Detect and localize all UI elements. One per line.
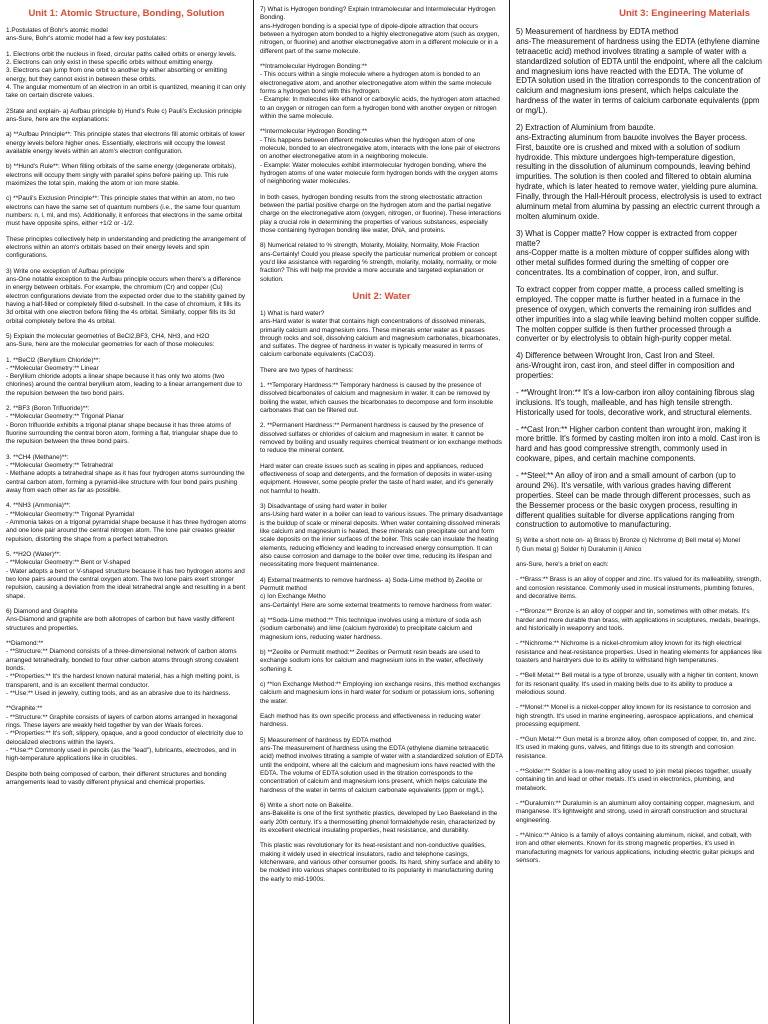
paragraph: - **Gun Metal:** Gun metal is a bronze alloy, often composed of copper, tin, and zinc. It's used in making guns, valves, and fittings due to its strength and corrosion resistance.: [516, 736, 757, 760]
unit-1-content: [6, 27, 247, 787]
paragraph: 5) Write a short note on- a) Brass b) Bronze c) Nichrome d) Bell metal e) Monel f) Gun metal g) Solder h) Duralumin i) Alnico: [516, 537, 740, 553]
paragraph: 1) What is hard water? ans-Hard water is water that contains high concentrations of dissolved minerals, primarily calcium and magnesium ions. These minerals enter water as it passes through rocks and soil, dissolving calcium and magnesium carbonates, bicarbonates, and sulfates. The degree of hardness in water is typically measured in terms of calcium carbonate equivalents (CaCO3).: [260, 309, 501, 359]
paragraph: - **Cast Iron:** Higher carbon content than wrought iron, making it more brittle. It's formed by casting molten iron into a mold. Cast iron is hard and has good compressive strength, commonly used in cookware, pipes, and certain machine components.: [516, 424, 761, 464]
paragraph: 1. Electrons orbit the nucleus in fixed, circular paths called orbits or energy levels. 2. Electrons can only exist in these specific orbits without emitting energy. 3. Electrons can jump from one orbit to another by either absorbing or emitting energy, but they cannot exist in between these orbits. 4. The angular momentum of an electron in an orbit is quantized, meaning it can only take on certain discrete values.: [6, 50, 246, 100]
paragraph: 8) Numerical related to % strength, Molarity, Molality, Normality, Mole Fraction ans-Certainly! Could you please specify the particular numerical problem or concept you'd like assistance with regarding % strength, molarity, molality, normality, or mole fraction? This will help me provide a more accurate and targeted explanation or solution.: [260, 242, 497, 283]
paragraph: - **Bell Metal:** Bell metal is a type of bronze, usually with a higher tin content, known for its resonant quality. It's used in making bells due to its ability to produce a melodious sound.: [516, 672, 759, 696]
paragraph: **Intermolecular Hydrogen Bonding:** - This happens between different molecules when the hydrogen atom of one molecule, bonded to an electronegative atom, interacts with the lone pair of electrons on another electronegative atom in a neighboring molecule. - Example: Water molecules exhibit intermolecular hydrogen bonding, where the hydrogen atoms of one water molecule form hydrogen bonds with the oxygen atoms of neighboring water molecules.: [260, 128, 501, 186]
paragraph: a) **Aufbau Principle**: This principle states that electrons fill atomic orbitals of lower energy levels before higher ones. Essentially, electrons will occupy the lowest available energy levels within an atom's electron configuration.: [6, 131, 245, 155]
column-unit-1: [0, 0, 254, 1024]
paragraph: - **Brass:** Brass is an alloy of copper and zinc. It's valued for its malleability, strength, and corrosion resistance. Commonly used in musical instruments, plumbing fixtures, and decorative items.: [516, 576, 762, 600]
hydrogen-bonding-content: [260, 6, 503, 284]
unit-2-content: [260, 310, 503, 884]
paragraph: 4) Difference between Wrought Iron, Cast Iron and Steel. ans-Wrought iron, cast iron, and steel differ in composition and properties:: [516, 351, 735, 380]
paragraph: a) **Soda-Lime method:** This technique involves using a mixture of soda ash (sodium carbonate) and lime (calcium hydroxide) to precipitate calcium and magnesium ions, reducing water hardness.: [260, 617, 482, 641]
paragraph: **Graphite:** - **Structure:** Graphite consists of layers of carbon atoms arranged in hexagonal rings. These layers are weakly held together by van der Waals forces. - **Properties:** It's soft, slippery, opaque, and a good conductor of electricity due to delocalized electrons within the layers. - **Use:** Commonly used in pencils (as the "lead"), lubricants, electrodes, and in high-temperature applications like in crucibles.: [6, 705, 243, 763]
paragraph: b) **Hund's Rule**: When filling orbitals of the same energy (degenerate orbitals), electrons will occupy them singly with parallel spins before pairing up. This rule maximizes the total spin, making the atom or ion more stable.: [6, 163, 236, 187]
paragraph: b) **Zeolite or Permutit method:** Zeolites or Permutit resin beads are used to exchange sodium ions for calcium and magnesium ions in the water, effectively softening it.: [260, 649, 484, 673]
paragraph: 3) Disadvantage of using hard water in boiler ans-Using hard water in a boiler can lead to various issues. The primary disadvantage is the buildup of scale or mineral deposits. When water containing dissolved minerals like calcium and magnesium is heated, these minerals can precipitate out and form scale deposits on the inner surfaces of the boiler. This scale can insulate the heating elements, reducing efficiency and leading to increased energy consumption. It can also cause corrosion and damage to the boiler over time, reducing its lifespan and necessitating more frequent maintenance.: [260, 503, 503, 569]
paragraph: ans-Sure, here's a brief on each:: [516, 560, 609, 568]
paragraph: - **Alnico:** Alnico is a family of alloys containing aluminum, nickel, and cobalt, with iron and other elements. Known for its strong magnetic properties, it's used in manufacturing magnets for various applications, including electric guitar pickups and sensors.: [516, 832, 755, 865]
paragraph: 2. **Permanent Hardness:** Permanent hardness is caused by the presence of dissolved sulfates or chlorides of calcium and magnesium in water. It cannot be removed by boiling and usually requires chemical treatment or ion exchange methods to reduce the mineral content.: [260, 422, 502, 455]
paragraph: 5) Measurement of hardness by EDTA method ans-The measurement of hardness using the EDTA (ethylene diamine tetraacetic acid) method involves titrating a sample of water with a standardized solution of EDTA until the endpoint, where all the calcium and magnesium ions have reacted with the EDTA. The volume of EDTA solution used in the titration corresponds to the concentration of calcium and magnesium ions present, which helps calculate the hardness of the water in terms of calcium carbonate equivalents (ppm or mg/L).: [516, 27, 762, 115]
paragraph: 3) Write one exception of Aufbau principle ans-One notable exception to the Aufbau principle occurs when there's a difference in energy between orbitals. For example, the chromium (Cr) and copper (Cu) electron configurations deviate from the expected order due to the stability gained by having a half-filled or completely filled d-subshell. In the case of chromium, it fills its 3d orbital with one electron before filling the 4s orbital. Similarly, copper fills its 3d orbital completely before the 4s orbital.: [6, 267, 246, 325]
paragraph: There are two types of hardness:: [260, 366, 354, 374]
paragraph: - **Solder:** Solder is a low-melting alloy used to join metal pieces together, usually containing tin and lead or other metals. It's used in electronics, plumbing, and metalwork.: [516, 768, 752, 792]
paragraph: 7) What is Hydrogen bonding? Explain Intramolecular and Intermolecular Hydrogen Bonding. ans-Hydrogen bonding is a special type of dipole-dipole attraction that occurs between a hydrogen atom bonded to a highly electronegative atom (such as oxygen, nitrogen, or fluorine) and another electronegative atom in a different molecule or in a different part of the same molecule.: [260, 6, 500, 55]
paragraph: Hard water can create issues such as scaling in pipes and appliances, reduced effectiveness of soap and detergents, and the formation of deposits in water-using equipment. However, some people prefer the taste of hard water, and it's generally not harmful to health.: [260, 462, 494, 495]
unit-3-heading: Unit 3: Engineering Materials: [619, 8, 750, 19]
paragraph: **Intramolecular Hydrogen Bonding:** - This occurs within a single molecule where a hydrogen atom is bonded to an electronegative atom, and another electronegative atom within the same molecule forms a hydrogen bond with this hydrogen. - Example: In molecules like ethanol or carboxylic acids, the hydrogen atom attached to an oxygen or nitrogen can form a hydrogen bond with another oxygen or nitrogen within the same molecule.: [260, 62, 500, 120]
paragraph: These principles collectively help in understanding and predicting the arrangement of electrons within an atom's orbitals based on their energy levels and spin configurations.: [6, 235, 246, 260]
paragraph: 3. **CH4 (Methane)**: - **Molecular Geometry:** Tetrahedral - Methane adopts a tetrahedral shape as it has four hydrogen atoms surrounding the central carbon atom, forming a pyramid-like structure with four bond pairs pushing away from each other as far as possible.: [6, 453, 245, 495]
paragraph: - **Duralumin:** Duralumin is an aluminum alloy containing copper, magnesium, and manganese. It's lightweight and strong, used in aircraft construction and structural engineering.: [516, 800, 754, 824]
unit-3-large-content: [516, 27, 762, 530]
paragraph: To extract copper from copper matte, a process called smelting is employed. The copper matte is further heated in a furnace in the presence of oxygen, which converts the remaining iron sulfides and other impurities into a slag while leaving behind molten copper sulfide. The molten copper sulfide is then further processed through a converter or by electrolysis to obtain high-purity copper metal.: [516, 285, 761, 344]
column-unit-3: [510, 0, 768, 1024]
paragraph: - **Wrought Iron:** It's a low-carbon iron alloy containing fibrous slag inclusions. It's tough, malleable, and has high tensile strength. Historically used for tools, decorative work, and structural elements.: [516, 387, 755, 417]
paragraph: c) **Pauli's Exclusion Principle**: This principle states that within an atom, no two electrons can have the same set of quantum numbers (i.e., the same four quantum numbers: n, l, ml, and ms). Additionally, it enforces that electrons in the same orbital must have opposite spins, either +1/2 or -1/2.: [6, 195, 243, 228]
paragraph: In both cases, hydrogen bonding results from the strong electrostatic attraction between the partial positive charge on the hydrogen atom and the partial negative charge on the electronegative atom (oxygen, nitrogen, or fluorine). These interactions play a crucial role in determining the properties of various substances, especially those containing hydrogen bonding like water, DNA, and proteins.: [260, 193, 502, 234]
paragraph: 4. **NH3 (Ammonia)**: - **Molecular Geometry:** Trigonal Pyramidal - Ammonia takes on a trigonal pyramidal shape because it has three hydrogen atoms and one lone pair around the central nitrogen atom. The lone pair creates greater repulsion, distorting the shape from a perfect tetrahedron.: [6, 502, 247, 543]
paragraph: 1. **Temporary Hardness:** Temporary hardness is caused by the presence of dissolved bicarbonates of calcium and magnesium in water. It can be removed by boiling the water, which causes the bicarbonates to decompose and form insoluble carbonates that can be filtered out.: [260, 382, 494, 415]
paragraph: 4) External treatments to remove hardness- a) Soda-Lime method b) Zeolite or Permutit method c) Ion Exchange Metho ans-Certainly! Here are some external treatments to remove hardness from water:: [260, 576, 492, 609]
unit-2-heading: Unit 2: Water: [352, 290, 411, 302]
paragraph: **Diamond:** - **Structure:** Diamond consists of a three-dimensional network of carbon atoms arranged tetrahedrally, bonded to four other carbon atoms through strong covalent bonds. - **Properties:** It's the hardest known natural material, has a high melting point, is transparent, and is an excellent thermal conductor. - **Use:** Used in jewelry, cutting tools, and as an abrasive due to its hardness.: [6, 640, 240, 697]
column-unit-2: [254, 0, 510, 1024]
unit-1-heading: Unit 1: Atomic Structure, Bonding, Solution: [28, 8, 225, 19]
paragraph: 5) Explain the molecular geometries of BeCl2,BF3, CH4, NH3, and H2O ans-Sure, here are the molecular geometries for each of those molecules:: [6, 332, 215, 349]
paragraph: 6) Write a short note on Bakelite. ans-Bakelite is one of the first synthetic plastics, developed by Leo Baekeland in the early 20th century. It's a thermosetting phenol formaldehyde resin, characterized by its excellent electrical insulating properties, heat resistance, and durability.: [260, 801, 498, 834]
paragraph: This plastic was revolutionary for its heat-resistant and non-conductive qualities, making it widely used in electrical insulators, radio and telephone casings, kitchenware, and various other consumer goods. Its hard, shiny surface and ability to be molded into various shapes contributed to its popularity in manufacturing during the early to mid-1900s.: [260, 842, 500, 883]
paragraph: 2) Extraction of Aluminium from bauxite. ans-Extracting aluminum from bauxite involves the Bayer process. First, bauxite ore is crushed and mixed with a solution of sodium hydroxide. This mixture undergoes high-temperature digestion, resulting in the dissolution of aluminum compounds, leaving behind impurities. The solution is then cooled and filtered to obtain alumina hydrate, which is later heated to remove water, yielding pure alumina. Finally, through the Hall-Héroult process, electrolysis is used to extract aluminum metal from alumina by passing an electric current through a molten aluminum oxide.: [516, 122, 762, 221]
paragraph: c) **Ion Exchange Method:** Employing ion exchange resins, this method exchanges calcium and magnesium ions in hard water for sodium or potassium ions, softening the water.: [260, 680, 501, 705]
paragraph: - **Monel:** Monel is a nickel-copper alloy known for its resistance to corrosion and high strength. It's used in marine engineering, aerospace applications, and chemical processing equipment.: [516, 704, 754, 728]
unit-3-small-content: [516, 537, 762, 865]
paragraph: 1. **BeCl2 (Beryllium Chloride)**: - **Molecular Geometry:** Linear - Beryllium chloride adopts a linear shape because it has only two atoms (two chlorines) around the central beryllium atom, leading to a linear arrangement due to the repulsion between the two bond pairs.: [6, 356, 242, 397]
paragraph: 5) Measurement of hardness by EDTA method ans-The measurement of hardness using the EDTA (ethylene diamine tetraacetic acid) method involves titrating a sample of water with a standardized solution of EDTA until the endpoint, where all the calcium and magnesium ions have reacted with the EDTA. The volume of EDTA solution used in the titration corresponds to the concentration of calcium and magnesium ions present, which helps calculate the hardness of the water in terms of calcium carbonate equivalents (ppm or mg/L).: [260, 736, 503, 794]
paragraph: 2State and explain- a) Aufbau principle b) Hund's Rule c) Pauli's Exclusion principle ans-Sure, here are the explanations:: [6, 107, 242, 123]
paragraph: - **Steel:** An alloy of iron and a small amount of carbon (up to around 2%). It's versatile, with various grades having different properties. Steel can be made through different processes, such as the Bessemer process or the basic oxygen process, resulting in different qualities suitable for diverse applications ranging from construction to automotive to manufacturing.: [516, 471, 751, 530]
paragraph: 3) What is Copper matte? How copper is extracted from copper matte? ans-Copper matte is a molten mixture of copper sulfides along with other metal sulfides formed during the smelting of copper ore concentrates. Its a combination of copper, iron, and sulfur.: [516, 228, 750, 278]
paragraph: 2. **BF3 (Boron Trifluoride)**: - **Molecular Geometry:** Trigonal Planar - Boron trifluoride exhibits a trigonal planar shape because it has three atoms of fluorine surrounding the central boron atom, forming a flat, triangular shape due to the repulsion between the three bond pairs.: [6, 405, 238, 446]
paragraph: 6) Diamond and Graphite Ans-Diamond and graphite are both allotropes of carbon but have vastly different structures and properties.: [6, 608, 235, 632]
paragraph: Despite both being composed of carbon, their different structures and bonding arrangements lead to vastly different physical and chemical properties.: [6, 770, 227, 786]
paragraph: - **Nichrome:** Nichrome is a nickel-chromium alloy known for its high electrical resistance and heat-resistance properties. Used in heating elements for appliances like toasters and hairdryers due to its ability to withstand high temperatures.: [516, 640, 762, 664]
paragraph: - **Bronze:** Bronze is an alloy of copper and tin, sometimes with other metals. It's harder and more durable than brass, with applications in sculptures, medals, bearings, and historically in weaponry and tools.: [516, 608, 761, 632]
paragraph: 1.Postulates of Bohr's atomic model ans-Sure, Bohr's atomic model had a few key postulates:: [6, 27, 168, 43]
paragraph: Each method has its own specific process and effectiveness in reducing water hardness.: [260, 712, 481, 729]
paragraph: 5. **H2O (Water)**: - **Molecular Geometry:** Bent or V-shaped - Water adopts a bent or V-shaped structure because it has two hydrogen atoms and two lone pairs around the central oxygen atom. The two lone pairs exert stronger repulsion, causing a deviation from the ideal tetrahedral angle and resulting in a bent shape.: [6, 551, 246, 600]
